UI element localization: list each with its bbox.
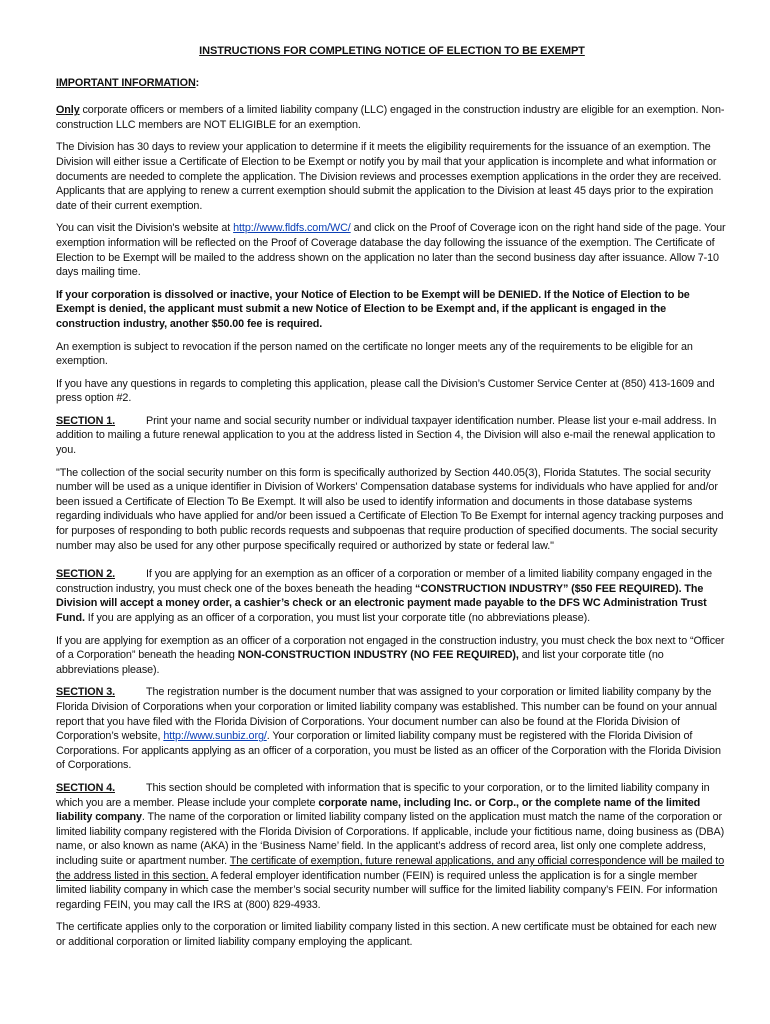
text-run: "The collection of the social security number on this form is specifically authorized by Section 440.05(3), Florida Statutes. The social security number will be used as a unique identifier in Division of Workers' Compensation database systems for individuals who have applied for and/or been issued a Certificate of Election To Be Exempt. It will also be used to identify information and documents in those database systems regarding individuals who have applied for and/or been issued a Certificate of Election To Be Exempt for internal agency tracking purposes and for purposes of responding to both public records requests and subpoenas that require production of specified documents. The social security number may also be used for any other purpose specifically required or authorized by state or federal law." [56, 466, 724, 552]
instructions-document [56, 44, 728, 957]
website-link[interactable]: http://www.fldfs.com/WC/ [233, 222, 351, 235]
text-run: If your corporation is dissolved or inactive, your Notice of Election to be Exempt will be DENIED. If the Notice of Election to be Exempt is denied, the applicant must submit a new Notice of Election to be Exempt and, if the applicant is engaged in the construction industry, another $50.00 fee is required. [56, 288, 690, 330]
important-information-heading: IMPORTANT INFORMATION: [56, 76, 200, 89]
text-run: “CONSTRUCTION INDUSTRY” ($50 FEE REQUIRED). The Division will accept a money order, a cashier’s check or an electronic payment made payable to the DFS WC Administration Trust Fund. [56, 582, 707, 624]
text-run: NON-CONSTRUCTION INDUSTRY (NO FEE REQUIRED), [237, 649, 519, 662]
instruction-paragraphs [56, 103, 728, 949]
text-run: The registration number is the document number that was assigned to your corporation or limited liability company by the Florida Division of Corporations when your corporation or limited liability company was established. This number can be found on your annual report that you have filed with the Florida Division of Corporations. Your document number can also be found at the Florida Division of Corporation’s website, [56, 686, 717, 743]
text-run: The certificate of exemption, future renewal applications, and any official correspondence will be mailed to the address listed in this section. [56, 854, 725, 882]
text-run: An exemption is subject to revocation if the person named on the certificate no longer meets any of the requirements to be eligible for an exemption. [56, 340, 693, 368]
text-run: You can visit the Division's website at [56, 222, 234, 235]
paragraph-p6 [56, 377, 728, 406]
important-information-label: IMPORTANT INFORMATION [56, 76, 196, 89]
text-run: The certificate applies only to the corporation or limited liability company listed in this section. A new certificate must be obtained for each new or additional corporation or limited liability company employing the applicant. [56, 921, 717, 948]
website-link[interactable]: http://www.sunbiz.org/ [163, 730, 267, 743]
text-run: . The name of the corporation or limited liability company listed on the application must match the name of the corporation or limited liability company registered with the Florida Division of Corporations. If applicable, include your fictitious name, doing business as (DBA) name, or also known as name (AKA) in the ‘Business Name’ field. In the applicant’s address of record area, list only one complete address, including suite or apartment number. [56, 811, 725, 867]
section-label: SECTION 3. [56, 686, 115, 699]
paragraph-p3 [56, 221, 728, 279]
section-label: SECTION 1. [56, 414, 115, 427]
paragraph-p7 [56, 414, 728, 458]
text-run: Print your name and social security number or individual taxpayer identification number. Please list your e-mail address. In addition to mailing a future renewal application to you at the address listed in Section 4, the Division will also e-mail the renewal application to you. [56, 414, 717, 457]
section-label: SECTION 2. [56, 568, 115, 581]
paragraph-p11 [56, 685, 728, 773]
text-run: If you have any questions in regards to completing this application, please call the Division’s Customer Service Center at (850) 413-1609 and press option #2. [56, 377, 715, 405]
text-run: If you are applying for exemption as an officer of a corporation not engaged in the construction industry, you must check the box next to “Officer of a Corporation” beneath the heading [56, 634, 725, 662]
paragraph-p1 [56, 103, 728, 132]
paragraph-p10 [56, 634, 728, 678]
paragraph-p2 [56, 140, 728, 213]
text-run: . Your corporation or limited liability company must be registered with the Florida Division of Corporations. For applicants applying as an officer of a corporation, you must be listed as an officer of the Corporation with the Florida Division of Corporations. [56, 730, 721, 772]
paragraph-p8 [56, 466, 728, 554]
text-run: Only [56, 104, 80, 117]
paragraph-p4 [56, 288, 728, 332]
text-run: A federal employer identification number (FEIN) is required unless the application is for a single member limited liability company in which case the member’s social security number will suffice for the limited liability company’s FEIN. For information regarding FEIN, you may call the IRS at (800) 829-4933. [56, 869, 718, 911]
section-label: SECTION 4. [56, 781, 115, 794]
paragraph-p13 [56, 920, 728, 949]
paragraph-p12 [56, 781, 728, 912]
text-run: If you are applying for an exemption as an officer of a corporation or member of a limited liability company engaged in the construction industry, you must check one of the boxes beneath the heading [56, 568, 713, 595]
text-run: This section should be completed with information that is specific to your corporation, or to the limited liability company in which you are a member. Please include your complete [56, 781, 710, 809]
text-run: If you are applying as an officer of a corporation, you must list your corporate title (no abbreviations please). [84, 612, 591, 624]
text-run: The Division has 30 days to review your application to determine if it meets the eligibility requirements for the issuance of an exemption. The Division will either issue a Certificate of Election to be Exempt or notify you by mail that your application is incomplete and what information or documents are needed to complete the application. The Division reviews and processes exemption applications in the order they are received. Applicants that are applying to renew a current exemption should submit the application to the Division at least 45 days prior to the expiration date of their current exemption. [56, 141, 722, 212]
text-run: and click on the Proof of Coverage icon on the right hand side of the page. Your exemption information will be reflected on the Proof of Coverage database the day following the issuance of the exemption. The Certificate of Election to be Exempt will be mailed to the address shown on the application no later than the second business day after issuance. Allow 7-10 days mailing time. [56, 222, 726, 279]
text-run: and list your corporate title (no abbreviations please). [56, 649, 664, 676]
paragraph-p9 [56, 567, 728, 625]
document-title: INSTRUCTIONS FOR COMPLETING NOTICE OF ELECTION TO BE EXEMPT [199, 45, 585, 57]
text-run: corporate name, including Inc. or Corp., or the complete name of the limited liability company [56, 796, 701, 824]
paragraph-p5 [56, 340, 728, 369]
text-run: corporate officers or members of a limited liability company (LLC) engaged in the construction industry are eligible for an exemption. Non-construction LLC members are NOT ELIGIBLE for an exemption. [56, 104, 725, 131]
